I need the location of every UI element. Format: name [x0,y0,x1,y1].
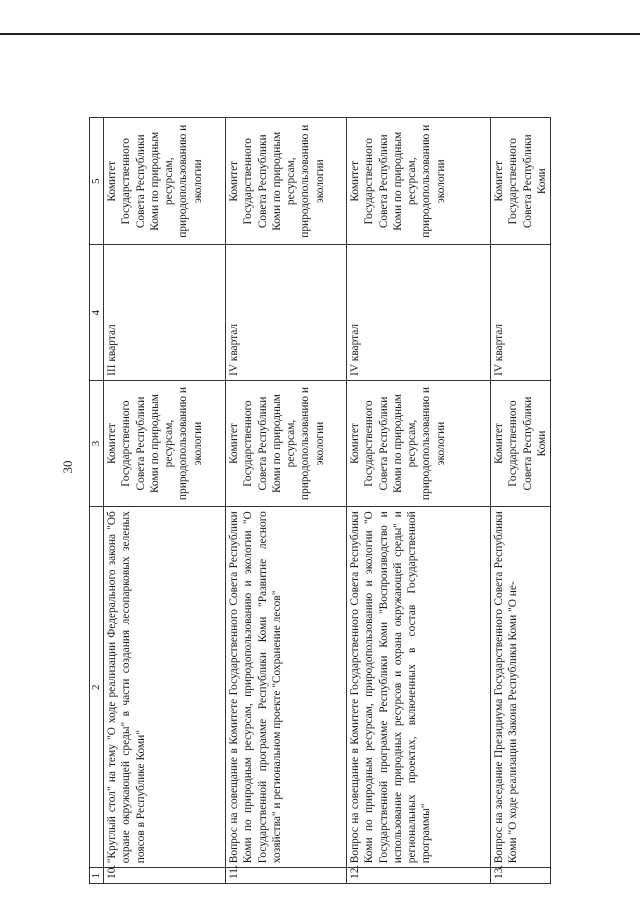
header-col-3: 3 [90,380,104,506]
row-term: IV квартал [491,245,551,380]
row-topic: "Круглый стол" на тему "О ходе реализации Федерального закона "Об охране окружающей среды" в части создания лесопарковых зеленых поясов в Республике Коми" [104,507,226,868]
row-executor: Комитет Государственного Совета Республики Коми по природным ресурсам, природопользованию и экологии [347,118,491,246]
header-col-5: 5 [90,118,104,246]
table-row [226,118,347,884]
row-responsible: Комитет Государственного Совета Республики Коми [491,380,551,506]
row-number: 13. [491,868,551,884]
row-responsible: Комитет Государственного Совета Республики Коми по природным ресурсам, природопользованию и экологии [226,380,347,506]
row-responsible: Комитет Государственного Совета Республики Коми по природным ресурсам, природопользованию и экологии [104,380,226,506]
row-topic: Вопрос на совещание в Комитете Государственного Совета Республики Коми по природным ресурсам, природопользованию и экологии "О Государственной программе Республики Коми "Воспроизводство и использование природных ресурсов и охрана окружающей среды" и региональных проектах, включенных в состав Государственной программы" [347,507,491,868]
plan-table [89,117,551,884]
row-term: III квартал [104,245,226,380]
row-topic: Вопрос на заседание Президиума Государственного Совета Республики Коми "О ходе реализации Закона Республики Коми "О не- [491,507,551,868]
row-topic: Вопрос на совещание в Комитете Государственного Совета Республики Коми по природным ресурсам, природопользованию и экологии "О Государственной программе Республики Коми "Развитие лесного хозяйства" и региональном проекте "Сохранение лесов" [226,507,347,868]
header-col-2: 2 [90,507,104,868]
top-rule [0,33,640,35]
table-row [347,118,491,884]
table-header-row [90,118,104,884]
header-col-4: 4 [90,245,104,380]
row-term: IV квартал [347,245,491,380]
table-row [104,118,226,884]
table-row [491,118,551,884]
row-executor: Комитет Государственного Совета Республики Коми [491,118,551,246]
header-col-1: 1 [90,868,104,884]
table-viewport [89,117,548,884]
row-number: 11. [226,868,347,884]
page-number: 30 [60,460,75,474]
row-number: 12. [347,868,491,884]
row-executor: Комитет Государственного Совета Республики Коми по природным ресурсам, природопользованию и экологии [104,118,226,246]
row-executor: Комитет Государственного Совета Республики Коми по природным ресурсам, природопользованию и экологии [226,118,347,246]
row-term: IV квартал [226,245,347,380]
row-responsible: Комитет Государственного Совета Республики Коми по природным ресурсам, природопользованию и экологии [347,380,491,506]
row-number: 10. [104,868,226,884]
